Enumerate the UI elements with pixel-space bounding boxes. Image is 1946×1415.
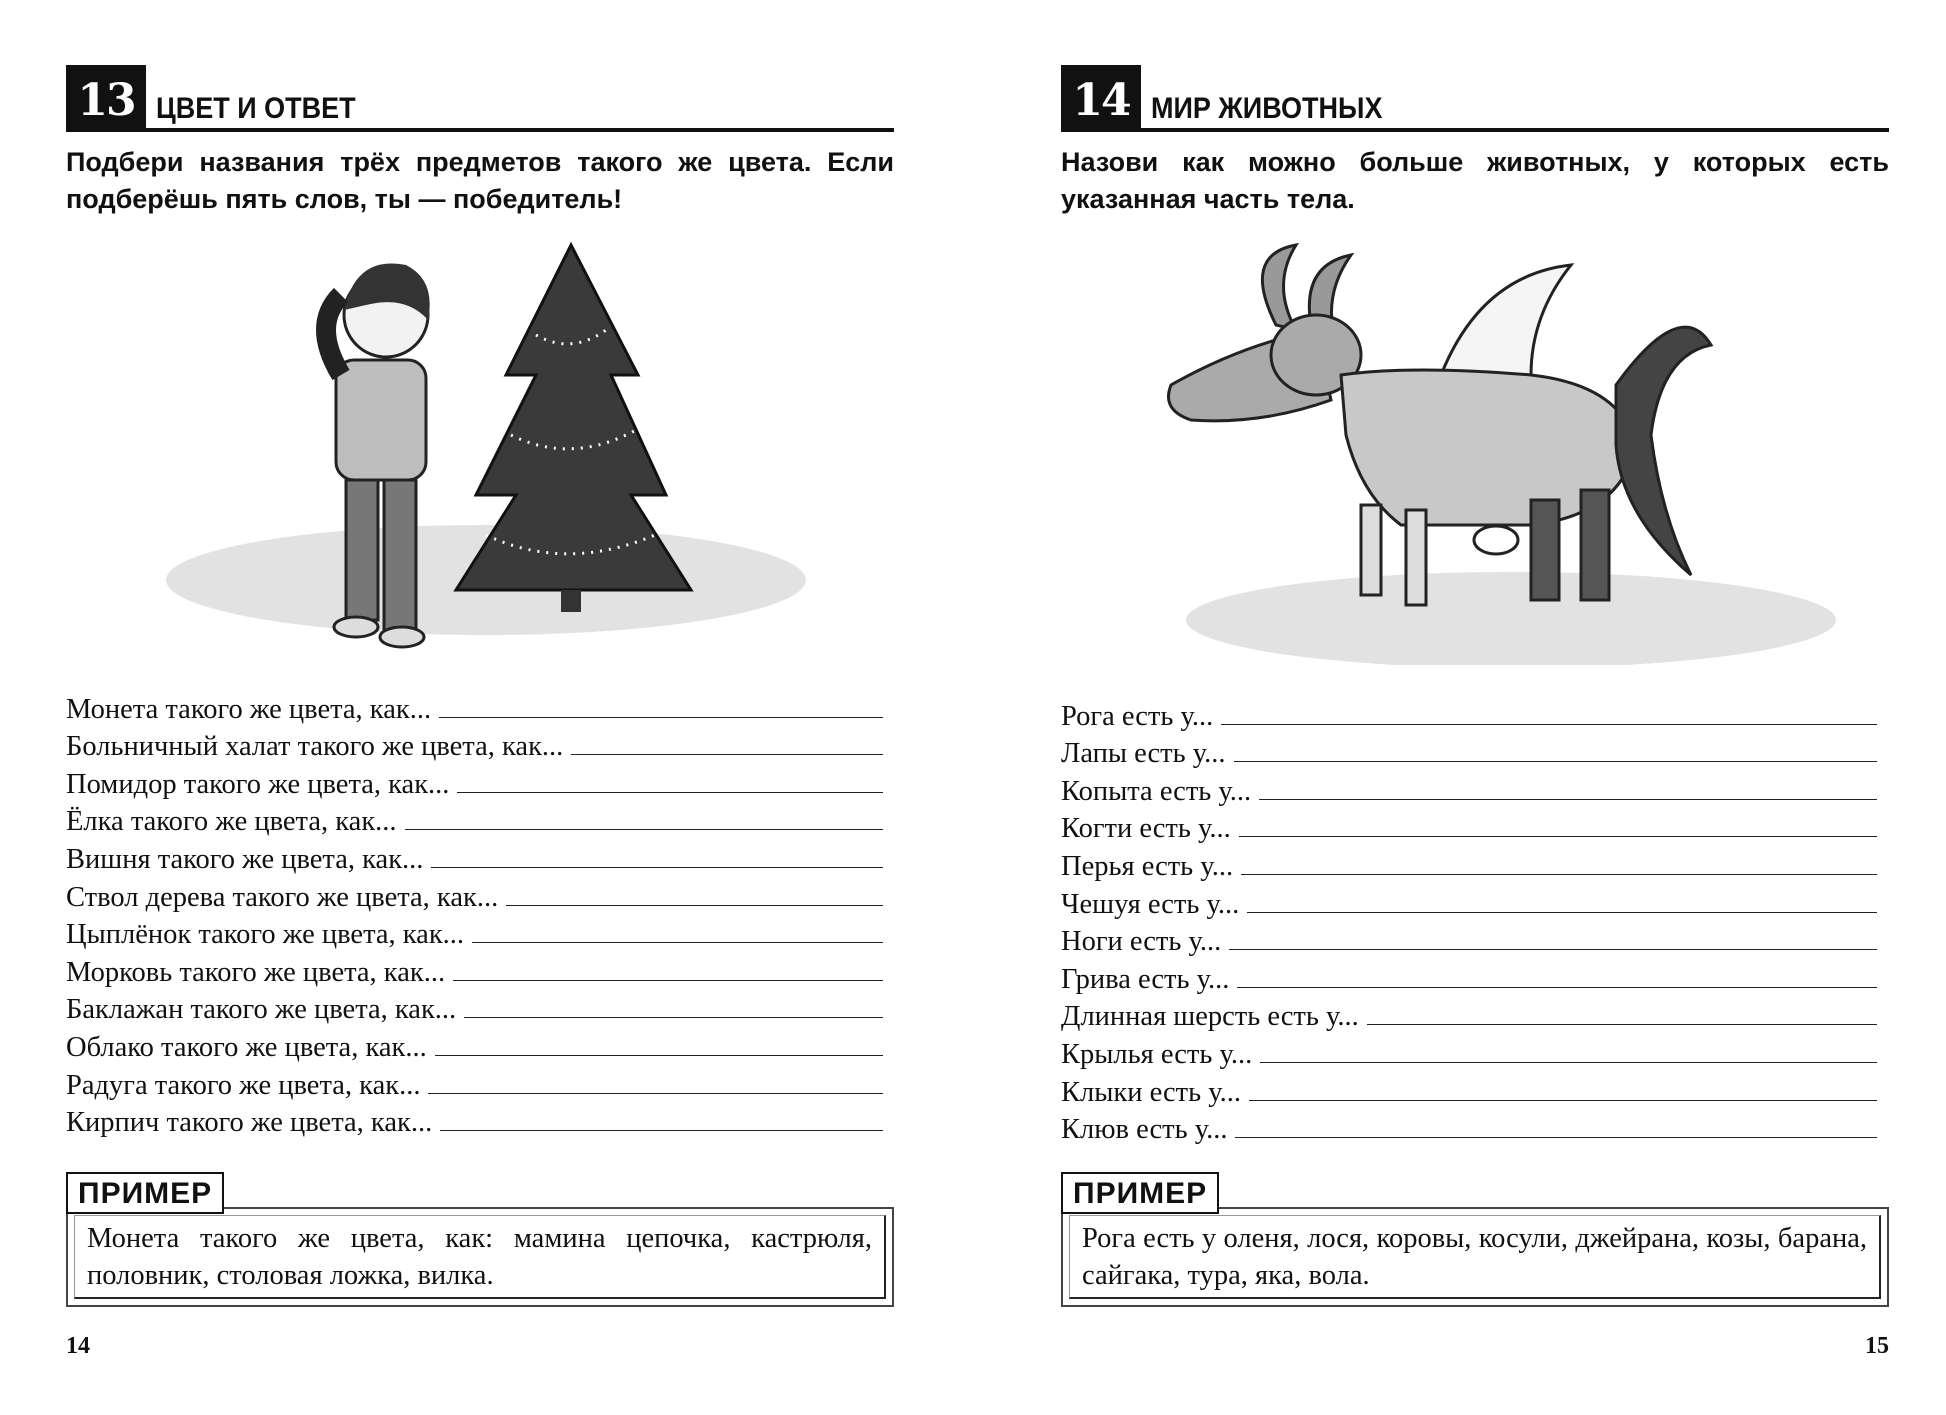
list-item bbox=[1061, 883, 1877, 921]
example-label: ПРИМЕР bbox=[66, 1172, 224, 1214]
answer-line[interactable] bbox=[439, 717, 883, 718]
list-item bbox=[1061, 770, 1877, 808]
item-label: Ноги есть у... bbox=[1061, 926, 1222, 958]
item-label: Лапы есть у... bbox=[1061, 738, 1226, 770]
answer-line[interactable] bbox=[1249, 1100, 1877, 1101]
left-page bbox=[66, 0, 894, 1415]
item-label: Радуга такого же цвета, как... bbox=[66, 1069, 421, 1101]
answer-line[interactable] bbox=[453, 980, 883, 981]
list-item bbox=[1061, 921, 1877, 959]
answer-line[interactable] bbox=[1237, 987, 1877, 988]
list-item bbox=[66, 876, 883, 914]
list-item bbox=[66, 838, 883, 876]
item-label: Рога есть у... bbox=[1061, 700, 1214, 732]
section-header bbox=[66, 65, 894, 132]
item-label: Клыки есть у... bbox=[1061, 1076, 1241, 1108]
item-label: Когти есть у... bbox=[1061, 813, 1231, 845]
fantasy-animal-illustration bbox=[1061, 235, 1889, 665]
section-header bbox=[1061, 65, 1889, 132]
list-item bbox=[1061, 695, 1877, 733]
item-label: Цыплёнок такого же цвета, как... bbox=[66, 919, 465, 951]
section-number: 14 bbox=[1061, 65, 1141, 132]
answer-line[interactable] bbox=[1259, 799, 1877, 800]
list-item bbox=[1061, 958, 1877, 996]
page-number: 15 bbox=[1865, 1333, 1889, 1359]
boy-and-christmas-tree-illustration bbox=[66, 235, 894, 665]
item-label: Облако такого же цвета, как... bbox=[66, 1031, 427, 1063]
example-box bbox=[1061, 1207, 1889, 1307]
answer-line[interactable] bbox=[464, 1017, 883, 1018]
section-title: ЦВЕТ И ОТВЕТ bbox=[156, 92, 356, 125]
list-item bbox=[66, 726, 883, 764]
item-label: Чешуя есть у... bbox=[1061, 888, 1240, 920]
list-item bbox=[66, 1026, 883, 1064]
answer-line[interactable] bbox=[1247, 912, 1877, 913]
list-item bbox=[1061, 845, 1877, 883]
instruction: Подбери названия трёх предметов такого же цвета. Если подберёшь пять слов, ты — победитель! bbox=[66, 147, 894, 214]
answer-line[interactable] bbox=[435, 1055, 883, 1056]
list-item bbox=[1061, 1109, 1877, 1147]
answer-line[interactable] bbox=[457, 792, 883, 793]
section-number: 13 bbox=[66, 65, 146, 132]
example-text: Монета такого же цвета, как: мамина цепочка, кастрюля, половник, столовая ложка, вилка. bbox=[74, 1215, 886, 1299]
item-label: Крылья есть у... bbox=[1061, 1038, 1253, 1070]
item-label: Перья есть у... bbox=[1061, 850, 1234, 882]
item-label: Помидор такого же цвета, как... bbox=[66, 768, 450, 800]
answer-line[interactable] bbox=[1235, 1137, 1877, 1138]
answer-line[interactable] bbox=[1241, 874, 1877, 875]
item-label: Ствол дерева такого же цвета, как... bbox=[66, 881, 499, 913]
answer-line[interactable] bbox=[1229, 949, 1877, 950]
chimera-figure bbox=[1169, 245, 1712, 605]
list-item bbox=[66, 914, 883, 952]
answer-line[interactable] bbox=[1239, 836, 1877, 837]
answer-line[interactable] bbox=[1234, 761, 1878, 762]
answer-line[interactable] bbox=[1367, 1024, 1877, 1025]
item-label: Больничный халат такого же цвета, как... bbox=[66, 731, 564, 763]
answer-line[interactable] bbox=[472, 942, 883, 943]
item-label: Монета такого же цвета, как... bbox=[66, 693, 432, 725]
list-item bbox=[66, 688, 883, 726]
item-label: Баклажан такого же цвета, как... bbox=[66, 994, 457, 1026]
example-box bbox=[66, 1207, 894, 1307]
list-item bbox=[66, 989, 883, 1027]
item-label: Клюв есть у... bbox=[1061, 1114, 1228, 1146]
list-item bbox=[66, 1102, 883, 1140]
list-item bbox=[66, 801, 883, 839]
example-label: ПРИМЕР bbox=[1061, 1172, 1219, 1214]
items-list bbox=[66, 688, 883, 1139]
answer-line[interactable] bbox=[1221, 724, 1877, 725]
item-label: Длинная шерсть есть у... bbox=[1061, 1001, 1359, 1033]
item-label: Морковь такого же цвета, как... bbox=[66, 956, 446, 988]
item-label: Ёлка такого же цвета, как... bbox=[66, 806, 397, 838]
answer-line[interactable] bbox=[1260, 1062, 1877, 1063]
page-number: 14 bbox=[66, 1333, 90, 1359]
answer-line[interactable] bbox=[428, 1093, 883, 1094]
list-item bbox=[1061, 1071, 1877, 1109]
list-item bbox=[1061, 808, 1877, 846]
section-title: МИР ЖИВОТНЫХ bbox=[1151, 92, 1383, 125]
christmas-tree-figure bbox=[456, 245, 691, 612]
instruction: Назови как можно больше животных, у которых есть указанная часть тела. bbox=[1061, 147, 1889, 214]
answer-line[interactable] bbox=[405, 829, 883, 830]
answer-line[interactable] bbox=[440, 1130, 883, 1131]
list-item bbox=[1061, 996, 1877, 1034]
item-label: Грива есть у... bbox=[1061, 963, 1230, 995]
list-item bbox=[1061, 1033, 1877, 1071]
answer-line[interactable] bbox=[431, 867, 883, 868]
answer-line[interactable] bbox=[571, 754, 883, 755]
list-item bbox=[1061, 733, 1877, 771]
right-page bbox=[1061, 0, 1889, 1415]
list-item bbox=[66, 763, 883, 801]
list-item bbox=[66, 951, 883, 989]
item-label: Кирпич такого же цвета, как... bbox=[66, 1107, 433, 1139]
example-text: Рога есть у оленя, лося, коровы, косули, джейрана, козы, барана, сайгака, тура, яка, вола. bbox=[1069, 1215, 1881, 1299]
items-list bbox=[1061, 695, 1877, 1146]
item-label: Вишня такого же цвета, как... bbox=[66, 843, 424, 875]
list-item bbox=[66, 1064, 883, 1102]
answer-line[interactable] bbox=[506, 905, 883, 906]
item-label: Копыта есть у... bbox=[1061, 775, 1252, 807]
